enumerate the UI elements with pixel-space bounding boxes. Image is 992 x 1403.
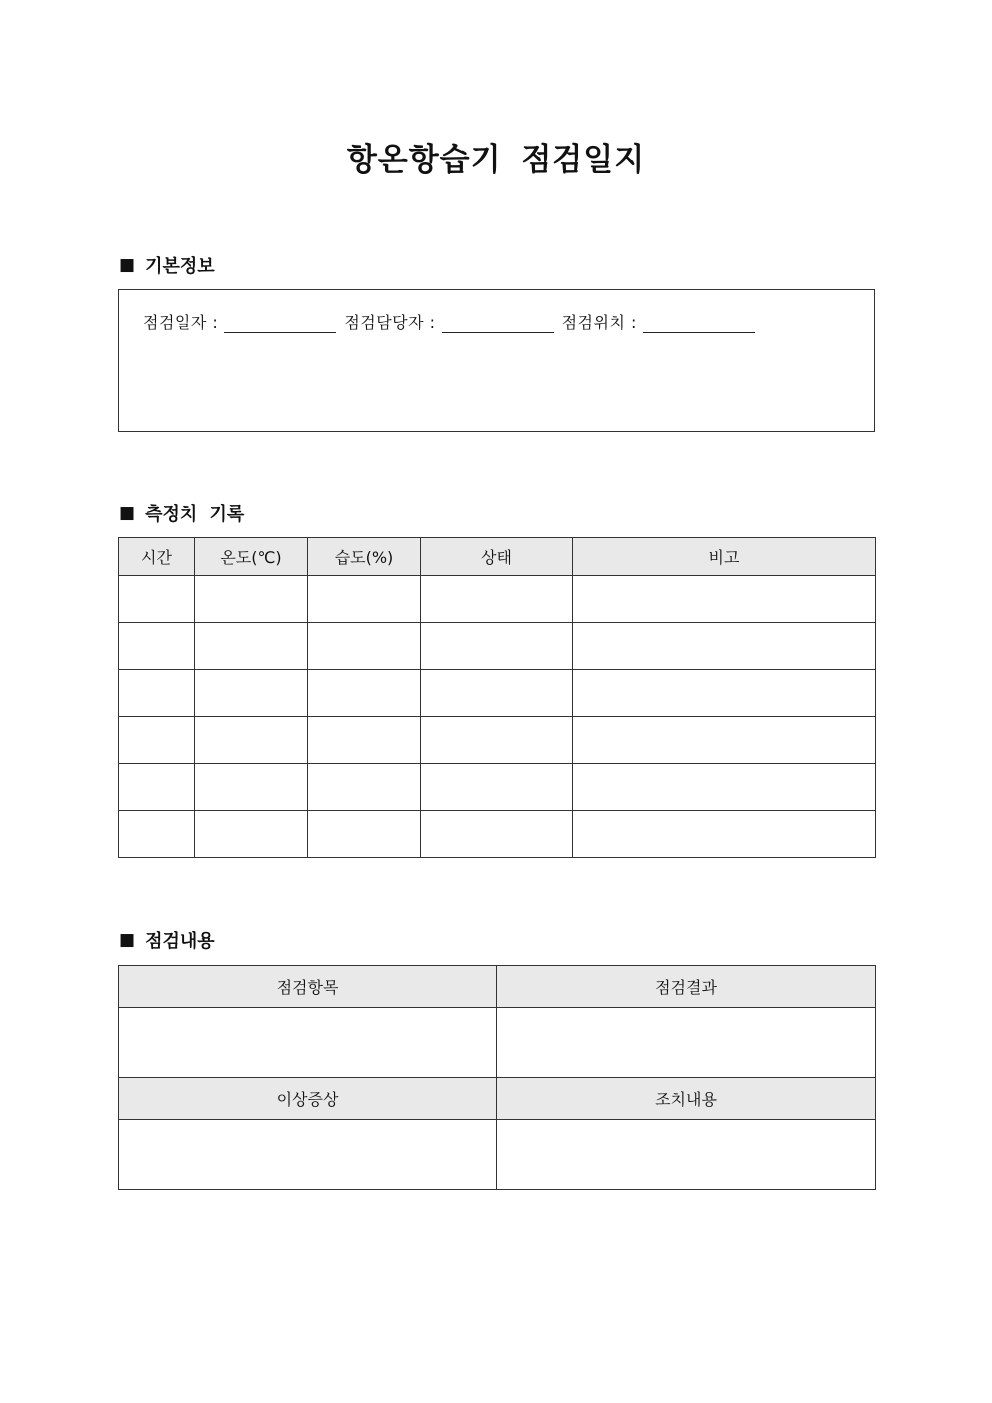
basic-info-fields xyxy=(143,310,763,333)
table-row xyxy=(119,811,876,858)
humidity-cell[interactable] xyxy=(308,576,421,623)
section-title: 기본정보 xyxy=(145,256,215,277)
table-row xyxy=(119,764,876,811)
temperature-cell[interactable] xyxy=(195,670,308,717)
time-cell[interactable] xyxy=(119,717,195,764)
status-cell[interactable] xyxy=(421,764,573,811)
inspection-location-label: 점검위치 : xyxy=(561,313,637,332)
humidity-cell[interactable] xyxy=(308,811,421,858)
square-bullet-icon: ■ xyxy=(119,255,136,275)
inspector-label: 점검담당자 : xyxy=(344,313,436,332)
table-row xyxy=(119,1008,876,1078)
status-cell[interactable] xyxy=(421,670,573,717)
inspection-item-cell[interactable] xyxy=(119,1008,497,1078)
square-bullet-icon: ■ xyxy=(119,930,136,950)
header-action-taken: 조치내용 xyxy=(497,1078,876,1120)
table-row xyxy=(119,670,876,717)
status-cell[interactable] xyxy=(421,576,573,623)
temperature-cell[interactable] xyxy=(195,623,308,670)
measurement-table xyxy=(118,537,876,858)
time-cell[interactable] xyxy=(119,623,195,670)
remarks-cell[interactable] xyxy=(573,576,876,623)
page-title: 항온항습기 점검일지 xyxy=(346,142,646,178)
header-inspection-result: 점검결과 xyxy=(497,966,876,1008)
basic-info-box xyxy=(118,289,875,432)
inspection-date-label: 점검일자 : xyxy=(143,313,219,332)
time-cell[interactable] xyxy=(119,811,195,858)
square-bullet-icon: ■ xyxy=(119,503,136,523)
humidity-cell[interactable] xyxy=(308,717,421,764)
column-header-remarks: 비고 xyxy=(573,538,876,576)
humidity-cell[interactable] xyxy=(308,764,421,811)
column-header-time: 시간 xyxy=(119,538,195,576)
inspector-field[interactable] xyxy=(442,314,554,333)
table-header-row xyxy=(119,966,876,1008)
status-cell[interactable] xyxy=(421,717,573,764)
section-heading-measurements xyxy=(119,501,244,525)
table-row xyxy=(119,623,876,670)
table-header-row xyxy=(119,538,876,576)
humidity-cell[interactable] xyxy=(308,670,421,717)
column-header-temperature: 온도(℃) xyxy=(195,538,308,576)
remarks-cell[interactable] xyxy=(573,670,876,717)
header-inspection-item: 점검항목 xyxy=(119,966,497,1008)
header-abnormal-symptom: 이상증상 xyxy=(119,1078,497,1120)
table-row xyxy=(119,576,876,623)
temperature-cell[interactable] xyxy=(195,717,308,764)
remarks-cell[interactable] xyxy=(573,811,876,858)
remarks-cell[interactable] xyxy=(573,764,876,811)
column-header-status: 상태 xyxy=(421,538,573,576)
section-heading-inspection-details xyxy=(119,928,215,952)
humidity-cell[interactable] xyxy=(308,623,421,670)
time-cell[interactable] xyxy=(119,670,195,717)
inspection-date-field[interactable] xyxy=(224,314,336,333)
table-header-row xyxy=(119,1078,876,1120)
time-cell[interactable] xyxy=(119,576,195,623)
table-row xyxy=(119,1120,876,1190)
action-taken-cell[interactable] xyxy=(497,1120,876,1190)
inspection-location-field[interactable] xyxy=(643,314,755,333)
remarks-cell[interactable] xyxy=(573,623,876,670)
column-header-humidity: 습도(%) xyxy=(308,538,421,576)
temperature-cell[interactable] xyxy=(195,811,308,858)
temperature-cell[interactable] xyxy=(195,764,308,811)
section-title: 점검내용 xyxy=(145,931,215,952)
time-cell[interactable] xyxy=(119,764,195,811)
temperature-cell[interactable] xyxy=(195,576,308,623)
status-cell[interactable] xyxy=(421,811,573,858)
status-cell[interactable] xyxy=(421,623,573,670)
remarks-cell[interactable] xyxy=(573,717,876,764)
abnormal-symptom-cell[interactable] xyxy=(119,1120,497,1190)
section-title: 측정치 기록 xyxy=(145,504,245,525)
table-row xyxy=(119,717,876,764)
section-heading-basic-info xyxy=(119,253,215,277)
inspection-table xyxy=(118,965,876,1190)
inspection-result-cell[interactable] xyxy=(497,1008,876,1078)
